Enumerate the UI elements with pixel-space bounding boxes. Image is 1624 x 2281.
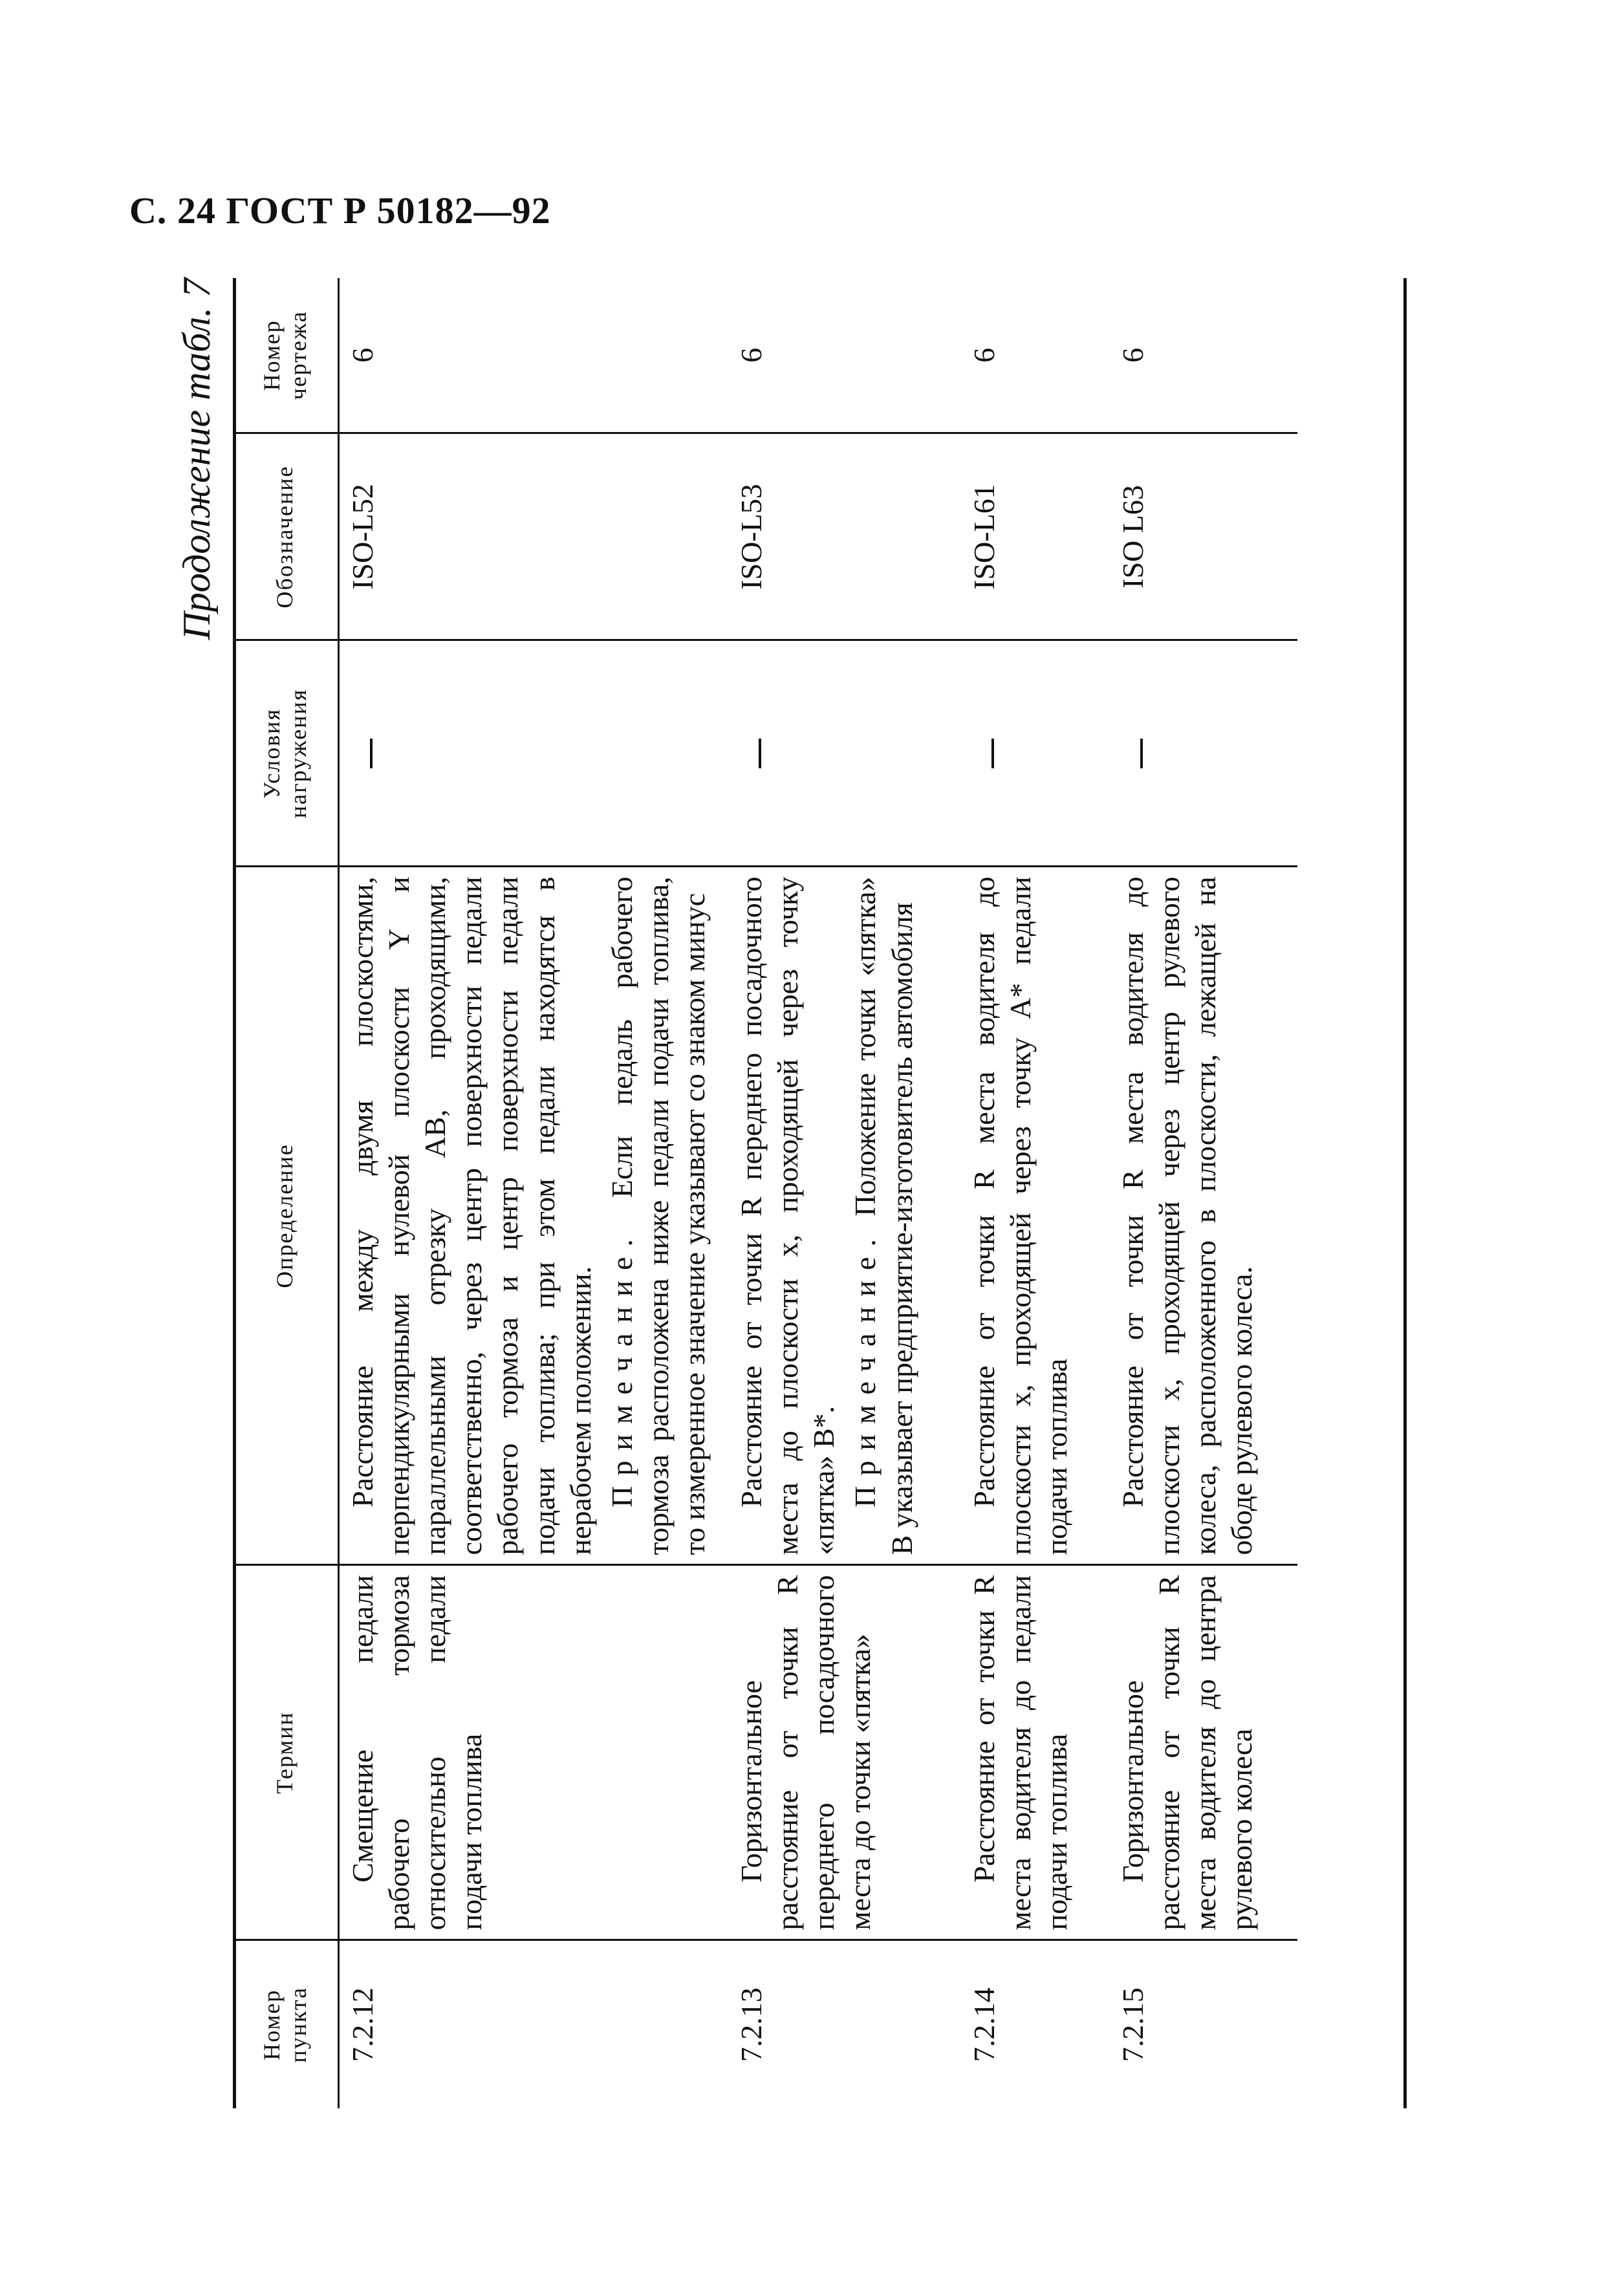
- row-definition: [728, 867, 961, 1565]
- definition-note: [604, 877, 713, 1555]
- row-definition: [1110, 867, 1297, 1565]
- col-header-load: Условия нагружения: [233, 640, 339, 867]
- row-designation: ISO-L61: [961, 433, 1110, 640]
- dash-mark: [991, 739, 994, 768]
- note-text: Положение точки «пятка» B указывает предприятие-изготовитель автомобиля: [849, 876, 918, 1555]
- row-definition: [339, 867, 729, 1565]
- row-load: [339, 640, 729, 867]
- definition-text: Расстояние от точки R места водителя до плоскости x, проходящей через центр рулевого колеса, расположенного в плоскости, лежащей на ободе рулевого колеса.: [1116, 876, 1259, 1555]
- row-designation: ISO-L52: [339, 433, 729, 640]
- row-num: 7.2.14: [968, 1987, 1001, 2062]
- row-figure: 6: [339, 278, 729, 433]
- table-row: [1110, 278, 1297, 2108]
- col-header-figure: Номер чертежа: [233, 278, 339, 433]
- definition-text: Расстояние между двумя плоскостями, перпендикулярными нулевой плоскости Y и параллельными отрезку AB, проходящими, соответственно, через центр поверхности педали рабочего тормоза и центр поверхности педали подачи топлива; при этом педали находятся в нерабочем положении.: [346, 876, 597, 1555]
- col-header-designation: Обозначение: [233, 433, 339, 640]
- dash-mark: [1140, 739, 1143, 768]
- row-load: [728, 640, 961, 867]
- continuation-caption: Продолжение табл. 7: [175, 278, 218, 640]
- row-num: 7.2.13: [735, 1987, 768, 2062]
- table-row: [339, 278, 729, 2108]
- definition-text: Расстояние от точки R места водителя до плоскости x, проходящей через точку A* педали подачи топлива: [968, 876, 1074, 1555]
- page-header: С. 24 ГОСТ Р 50182—92: [129, 189, 551, 232]
- note-text: Если педаль рабочего тормоза расположена ниже педали подачи топлива, то измеренное значение указывают со знаком минус: [605, 876, 711, 1555]
- note-label: Примечание.: [849, 1228, 882, 1508]
- terms-table: [233, 278, 1297, 2108]
- row-term: Горизонтальное расстояние от точки R переднего посадочного места до точки «пятка»: [728, 1565, 961, 1940]
- row-definition: [961, 867, 1110, 1565]
- col-header-definition: Определение: [233, 867, 339, 1565]
- col-header-term: Термин: [233, 1565, 339, 1940]
- row-load: [961, 640, 1110, 867]
- dash-mark: [759, 739, 761, 768]
- table-header-row: [233, 278, 339, 2108]
- table-row: [961, 278, 1110, 2108]
- row-figure: 6: [961, 278, 1110, 433]
- definition-note: [847, 877, 920, 1555]
- row-load: [1110, 640, 1297, 867]
- row-designation: ISO L63: [1110, 433, 1297, 640]
- col-header-num: Номер пункта: [233, 1940, 339, 2108]
- note-label: Примечание.: [605, 1228, 638, 1508]
- row-figure: 6: [728, 278, 961, 433]
- definition-text: Расстояние от точки R переднего посадочного места до плоскости x, проходящей через точку «пятка» B*.: [735, 876, 841, 1555]
- row-term: Горизонтальное расстояние от точки R места водителя до центра рулевого колеса: [1110, 1565, 1297, 1940]
- row-num: 7.2.15: [1116, 1987, 1150, 2062]
- row-designation: ISO-L53: [728, 433, 961, 640]
- row-term: Смещение педали рабочего тормоза относительно педали подачи топлива: [339, 1565, 729, 1940]
- dash-mark: [370, 739, 373, 768]
- row-term: Расстояние от точки R места водителя до педали подачи топлива: [961, 1565, 1110, 1940]
- rotated-table-block: [175, 278, 1410, 2108]
- row-num: 7.2.12: [346, 1987, 379, 2062]
- table-row: [728, 278, 961, 2108]
- row-figure: 6: [1110, 278, 1297, 433]
- table-bottom-rule: [1403, 278, 1407, 2108]
